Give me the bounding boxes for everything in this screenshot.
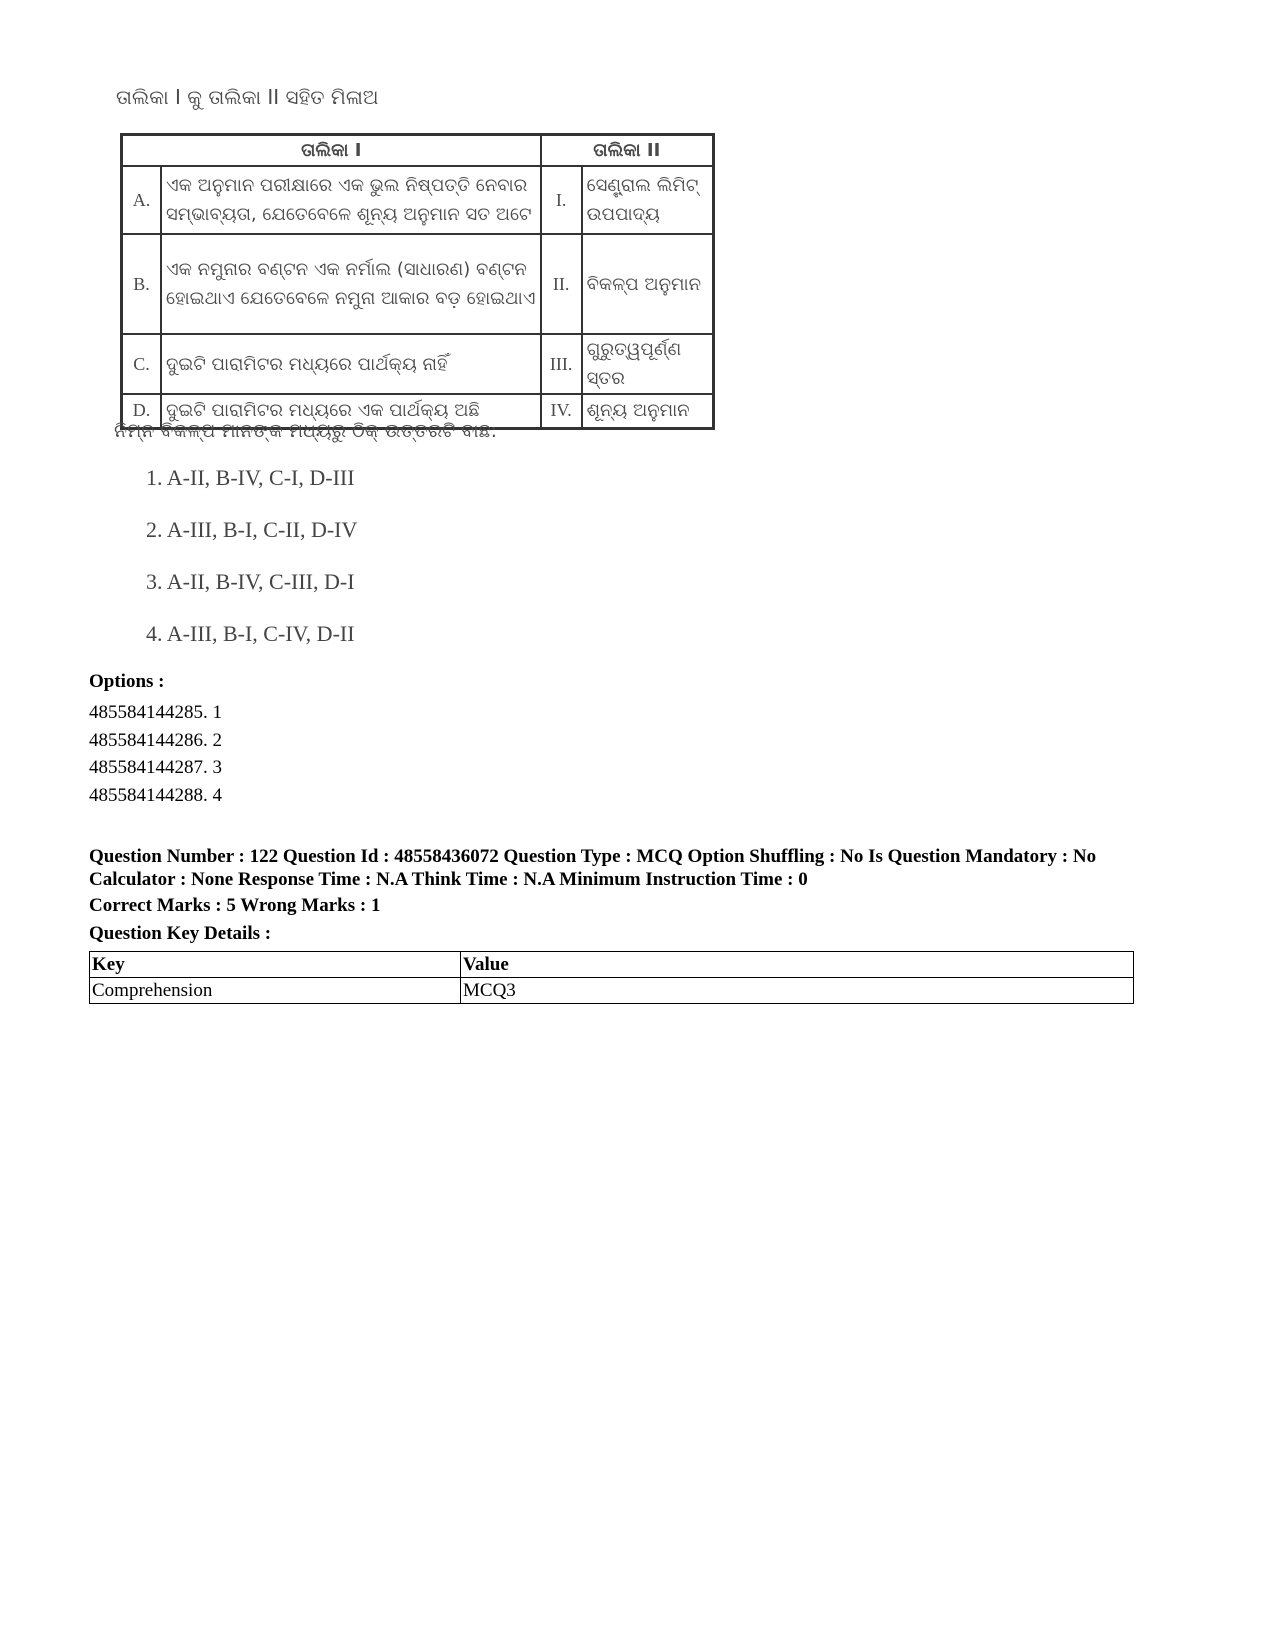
answer-choice: 2. A-III, B-I, C-II, D-IV: [146, 517, 358, 542]
key-table-header: [90, 952, 1134, 978]
choose-prompt: ନିମ୍ନ ବିକଳ୍ପ ମାନଙ୍କ ମଧ୍ୟରୁ ଠିକ୍ ଉତ୍ତରଟି ବାଛ:: [114, 420, 498, 442]
row-roman-label: IV.: [541, 394, 582, 428]
row-term: ବିକଳ୍ପ ଅନୁମାନ: [582, 234, 714, 334]
table-row: [90, 978, 1134, 1004]
match-row: [122, 166, 714, 234]
match-row: [122, 234, 714, 334]
row-term: ସେଣ୍ଟ୍ରାଲ ଲିମିଟ୍ ଉପପାଦ୍ୟ: [582, 166, 714, 234]
answer-choice: 4. A-III, B-I, C-IV, D-II: [146, 621, 355, 646]
row-roman-label: I.: [541, 166, 582, 234]
row-term: ଶୂନ୍ୟ ଅନୁମାନ: [582, 394, 714, 428]
answer-choice: 1. A-II, B-IV, C-I, D-III: [146, 465, 355, 490]
option-item: 485584144287. 3: [89, 757, 222, 778]
question-meta: Question Number : 122 Question Id : 48558436072 Question Type : MCQ Option Shuffling : No Is Question Mandatory : No Calculator : None Response Time : N.A Think Time : N.A Minimum Instruction Time : 0: [89, 846, 1097, 890]
answer-choice: 3. A-II, B-IV, C-III, D-I: [146, 569, 355, 594]
key-column-header: Key: [90, 952, 461, 978]
row-term: ଗୁରୁତ୍ୱପୂର୍ଣ୍ଣ ସ୍ତର: [582, 334, 714, 394]
match-table-header: [122, 135, 714, 167]
match-table: [120, 133, 715, 430]
row-roman-label: III.: [541, 334, 582, 394]
match-instruction: ତାଲିକା I କୁ ତାଲିକା II ସହିତ ମିଳାଅ: [116, 85, 379, 109]
option-item: 485584144285. 1: [89, 702, 222, 723]
value-cell: MCQ3: [461, 978, 1134, 1004]
key-cell: Comprehension: [90, 978, 461, 1004]
marks-line: Correct Marks : 5 Wrong Marks : 1: [89, 895, 381, 916]
value-column-header: Value: [461, 952, 1134, 978]
row-statement: ଦୁଇଟି ପାରାମିଟର ମଧ୍ୟରେ ଏକ ପାର୍ଥକ୍ୟ ଅଛି: [161, 394, 541, 428]
options-list: [89, 699, 222, 809]
row-statement: ଏକ ଅନୁମାନ ପରୀକ୍ଷାରେ ଏକ ଭୁଲ ନିଷ୍ପତ୍ତି ନେବାର ସମ୍ଭାବ୍ୟତା, ଯେତେବେଳେ ଶୂନ୍ୟ ଅନୁମାନ ସତ ଅଟେ: [161, 166, 541, 234]
row-label: D.: [122, 394, 162, 428]
row-label: C.: [122, 334, 162, 394]
row-roman-label: II.: [541, 234, 582, 334]
key-details-table: [89, 951, 1134, 1004]
row-label: B.: [122, 234, 162, 334]
key-details-heading: Question Key Details :: [89, 923, 272, 944]
list-two-header: ତାଲିକା II: [541, 135, 714, 167]
option-item: 485584144286. 2: [89, 729, 222, 751]
option-item: 485584144288. 4: [89, 784, 222, 806]
row-statement: ଦୁଇଟି ପାରାମିଟର ମଧ୍ୟରେ ପାର୍ଥକ୍ୟ ନାହିଁ: [161, 334, 541, 394]
list-one-header: ତାଲିକା I: [122, 135, 541, 167]
answer-choices: [146, 463, 357, 671]
row-statement: ଏକ ନମୁନାର ବଣ୍ଟନ ଏକ ନର୍ମାଲ (ସାଧାରଣ) ବଣ୍ଟନ ହୋଇଥାଏ ଯେତେବେଳେ ନମୁନା ଆକାର ବଡ଼ ହୋଇଥାଏ: [161, 234, 541, 334]
options-heading: Options :: [89, 671, 165, 692]
row-label: A.: [122, 166, 162, 234]
match-row: [122, 334, 714, 394]
question-image: [110, 75, 730, 685]
